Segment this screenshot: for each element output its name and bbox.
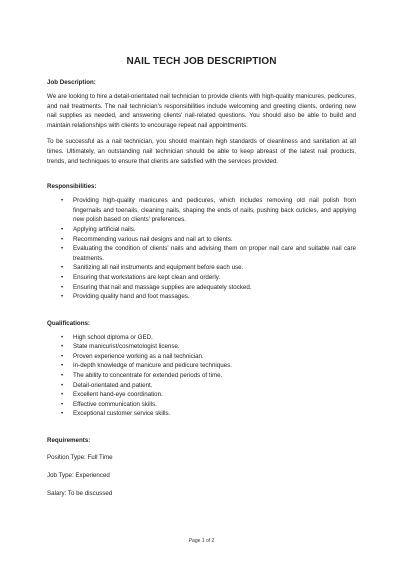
position-type: Position Type: Full Time [47,454,113,462]
list-item: • Providing high-quality manicures and pedicures, which includes removing old nail polish from fingernails and toenails, cleaning nails, shaping the ends of nails, pushing back cuticles, and applying new polish based on clients' preferences. [61,197,356,224]
document-title: NAIL TECH JOB DESCRIPTION [126,56,277,67]
bullet-icon: • [61,372,64,380]
job-description-paragraph-2: To be successful as a nail technician, you should maintain high standards of cleanliness and sanitation at all times. Ultimately, an outstanding nail technician should be able to keep abreast of the latest nail products, trends, and techniques to ensure that clients are satisfied with the services provided. [47,138,356,165]
bullet-icon: • [61,362,64,370]
list-item: • Excellent hand-eye coordination. [61,391,163,399]
job-description-heading: Job Description: [47,79,96,86]
bullet-icon: • [61,225,64,233]
bullet-icon: • [61,381,64,389]
bullet-icon: • [61,283,64,291]
list-item: • Applying artificial nails. [61,225,136,233]
bullet-icon: • [61,391,64,399]
bullet-icon: • [61,333,64,341]
bullet-icon: • [61,235,64,243]
bullet-icon: • [61,410,64,418]
list-item: • Ensuring that workstations are kept clean and orderly. [61,273,221,281]
bullet-icon: • [61,343,64,351]
list-item: • Providing quality hand and foot massages. [61,293,190,301]
list-item: • Proven experience working as a nail technician. [61,352,204,360]
bullet-icon: • [61,273,64,281]
list-item: • Ensuring that nail and massage supplies are adequately stocked. [61,283,252,291]
responsibilities-heading: Responsibilities: [47,183,97,191]
list-item: • Recommending various nail designs and nail art to clients. [61,235,233,243]
requirements-heading: Requirements: [47,437,91,445]
responsibilities-list [47,196,356,302]
list-item: • Effective communication skills. [61,400,157,408]
list-item: • High school diploma or GED. [61,333,153,341]
bullet-icon: • [61,197,64,205]
bullet-icon: • [61,400,64,408]
list-item: • Exceptional customer service skills. [61,410,171,418]
requirements-section [47,437,356,498]
list-item: • The ability to concentrate for extended periods of time. [61,372,223,380]
list-item: • Evaluating the condition of clients' nails and advising them on proper nail care and suitable nail care treatments. [61,245,356,262]
qualifications-section [47,320,356,419]
bullet-icon: • [61,245,64,253]
list-item: • State manicurist/cosmetologist license. [61,343,180,351]
qualifications-heading: Qualifications: [47,319,90,327]
list-item: • Sanitizing all nail instruments and equipment before each use. [61,264,244,272]
job-description-section [47,79,356,166]
list-item: • Detail-orientated and patient. [61,381,153,389]
bullet-icon: • [61,264,64,272]
salary: Salary: To be discussed [47,490,113,498]
job-description-paragraph-1: We are looking to hire a detail-orientated nail technician to provide clients with high-quality manicures, pedicures, and nail treatments. The nail technician's responsibilities include welcoming and greeting clients, ordering new nail supplies as needed, and answering clients' nail-related questions. You should also be able to build and maintain relationships with clients to encourage repeat nail appointments. [47,93,356,129]
qualifications-list [47,333,356,419]
responsibilities-section [47,183,356,302]
bullet-icon: • [61,352,64,360]
job-type: Job Type: Experienced [47,472,110,480]
bullet-icon: • [61,293,64,301]
list-item: • In-depth knowledge of manicure and pedicure techniques. [61,362,232,370]
page-number: Page 1 of 2 [188,538,215,544]
